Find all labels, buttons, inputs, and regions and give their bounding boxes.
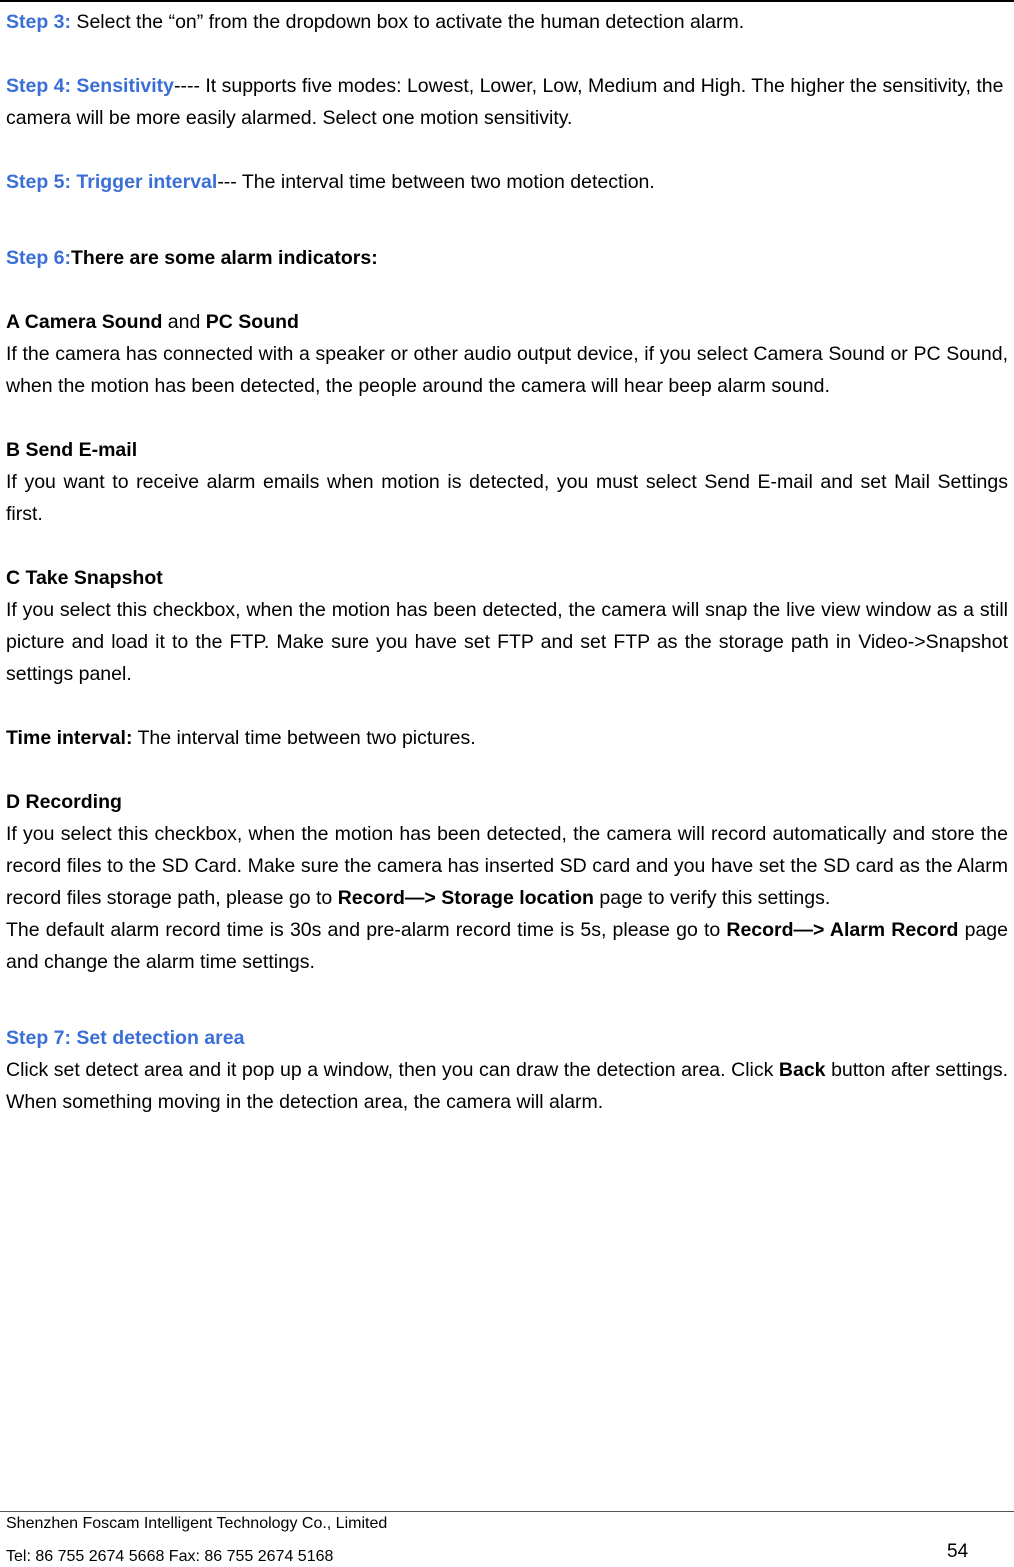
section-d-body1-part1: If you select this checkbox, when the motion has been detected, the camera will record automatically and store the record files to the SD Card. Make sure the camera has inserted SD card and you have set the SD card as the Alarm record files storage path, please go to — [6, 823, 1008, 909]
section-d-body1-part2: page to verify this settings. — [593, 887, 831, 909]
time-interval-label: Time interval: — [6, 727, 133, 749]
step3-text: Select the “on” from the dropdown box to activate the human detection alarm. — [71, 11, 745, 33]
section-a-title-and: and — [162, 311, 206, 333]
section-a-title-part2: PC Sound — [205, 311, 299, 333]
step7-label: Step 7: Set detection area — [6, 1027, 245, 1049]
footer-contact: Tel: 86 755 2674 5668 Fax: 86 755 2674 5168 — [6, 1548, 334, 1565]
footer-rule — [0, 1511, 1014, 1512]
step4-text: ---- It supports five modes: Lowest, Lower, Low, Medium and High. The higher the sensitivity, the camera will be more easily alarmed. Select one motion sensitivity. — [6, 75, 1004, 129]
back-button-reference: Back — [778, 1059, 826, 1081]
time-interval-paragraph — [6, 722, 1008, 754]
step5-paragraph — [6, 166, 1008, 198]
step6-paragraph — [6, 242, 1008, 274]
step7-body-part1: Click set detect area and it pop up a window, then you can draw the detection area. Click — [6, 1059, 779, 1081]
section-d-body2 — [6, 914, 1008, 978]
section-c-title: C Take Snapshot — [6, 567, 163, 589]
step5-text: --- The interval time between two motion detection. — [217, 171, 655, 193]
section-a-title — [6, 306, 1008, 338]
section-b-body: If you want to receive alarm emails when motion is detected, you must select Send E-mail and set Mail Settings first. — [6, 471, 1008, 525]
step6-label: Step 6: — [6, 247, 72, 269]
section-b-title: B Send E-mail — [6, 439, 138, 461]
section-d-body1 — [6, 818, 1008, 914]
section-d-title: D Recording — [6, 791, 122, 813]
step6-heading: There are some alarm indicators: — [71, 247, 378, 269]
step3-paragraph — [6, 6, 1008, 38]
section-d-body2-part2: page and change the alarm time settings. — [6, 919, 1008, 973]
step4-paragraph — [6, 70, 1008, 134]
step5-label: Step 5: Trigger interval — [6, 171, 218, 193]
footer-company: Shenzhen Foscam Intelligent Technology Co., Limited — [6, 1515, 388, 1532]
section-a-body: If the camera has connected with a speaker or other audio output device, if you select Camera Sound or PC Sound, when the motion has been detected, the people around the camera will hear beep alarm sound. — [6, 343, 1008, 397]
storage-location-path: Record—> Storage location — [337, 887, 594, 909]
step7-body-part2: button after settings. When something moving in the detection area, the camera will alarm. — [6, 1059, 1009, 1113]
top-rule — [0, 0, 1014, 2]
time-interval-text: The interval time between two pictures. — [132, 727, 476, 749]
alarm-record-path: Record—> Alarm Record — [726, 919, 959, 941]
step7-body — [6, 1054, 1008, 1118]
step4-label: Step 4: Sensitivity — [6, 75, 174, 97]
section-d-body2-part1: The default alarm record time is 30s and pre-alarm record time is 5s, please go to — [6, 919, 727, 941]
section-a-title-part1: A Camera Sound — [6, 311, 163, 333]
page-number: 54 — [947, 1541, 969, 1562]
step3-label: Step 3: — [6, 11, 72, 33]
document-body — [6, 6, 1008, 1118]
section-c-body: If you select this checkbox, when the motion has been detected, the camera will snap the live view window as a still picture and load it to the FTP. Make sure you have set FTP and set FTP as the storage path in Video->Snapshot settings panel. — [6, 599, 1008, 685]
